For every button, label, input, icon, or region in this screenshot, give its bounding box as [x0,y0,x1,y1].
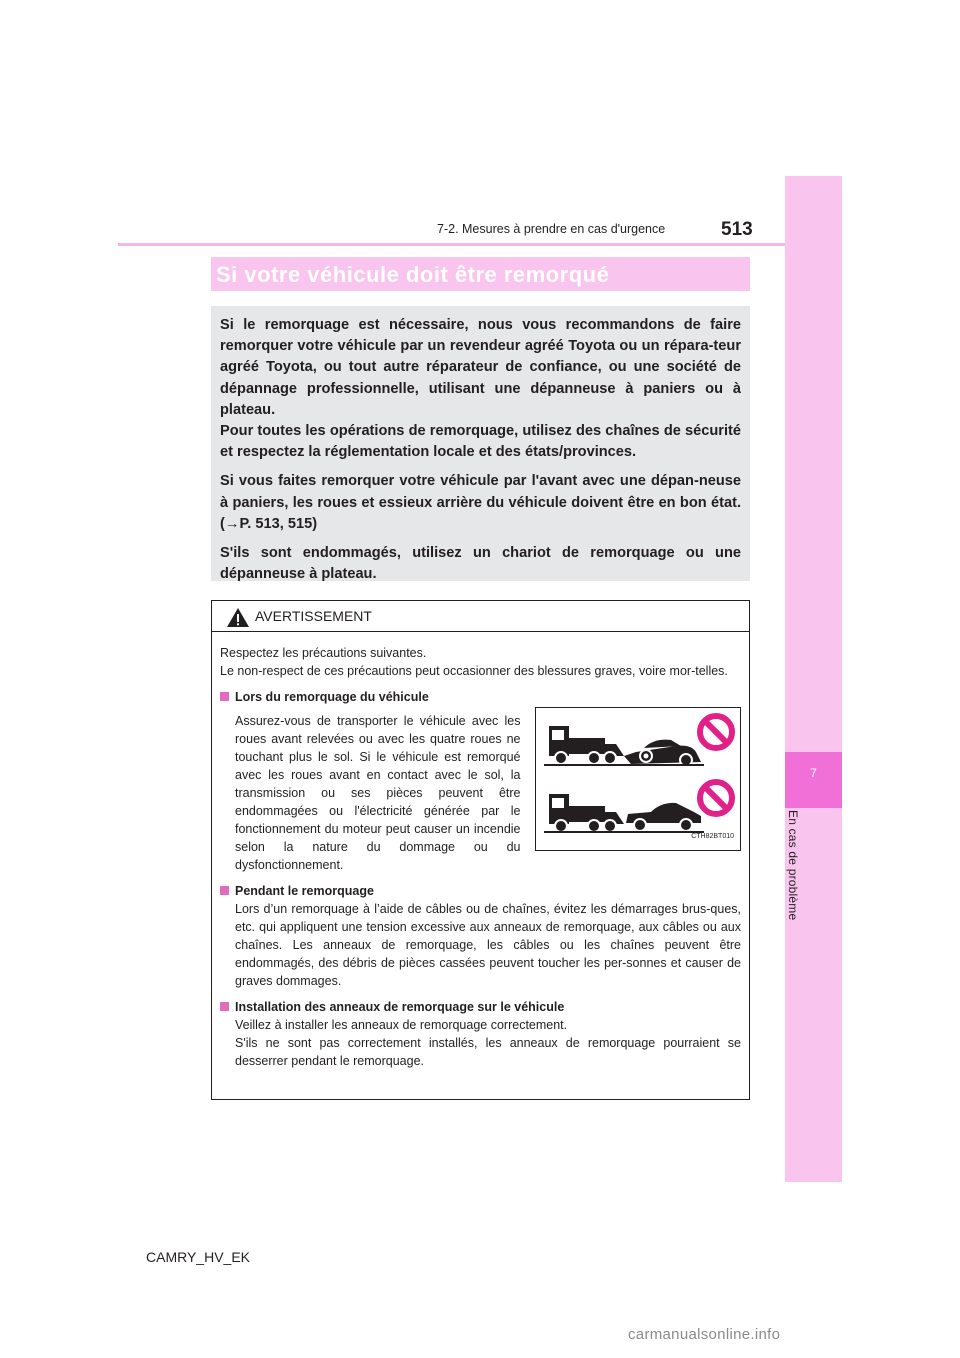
warning-label: AVERTISSEMENT [255,608,372,624]
subsection-body [220,900,741,990]
page-number: 513 [721,219,753,240]
eyelet-text-2: S'ils ne sont pas correctement installés, les anneaux de remorquage pourraient se desserrer pendant le remorquage. [235,1036,741,1068]
prohibited-icon-2 [700,782,732,814]
intro-paragraph-2: Si vous faites remorquer votre véhicule par l'avant avec une dépan-neuse à paniers, les roues et essieux arrière du véhicule doivent être en bon état. (→P. 513, 515) [220,473,741,532]
prohibited-icon [700,716,732,748]
intro-paragraph-3: S'ils sont endommagés, utilisez un chariot de remorquage ou une dépanneuse à plateau. [220,545,741,583]
towing-illustration [535,707,742,851]
warning-triangle-icon [226,607,250,628]
subsection-body [220,1016,741,1070]
towing-row [220,712,741,874]
warning-body [212,632,749,1070]
tow-truck-icon [544,726,704,766]
eyelet-text-1: Veillez à installer les anneaux de remorquage correctement. [235,1018,568,1032]
watermark[interactable]: carmanualsonline.info [628,1326,781,1343]
chapter-number: 7 [810,766,817,780]
warning-header [212,601,749,632]
chapter-title: En cas de problème [786,810,800,921]
warning-intro-line-2: Le non-respect de ces précautions peut occasionner des blessures graves, voire mor-telles. [220,664,728,678]
section-path: 7-2. Mesures à prendre en cas d'urgence [437,222,666,236]
during-towing-text: Lors d’un remorquage à l’aide de câbles ou de chaînes, évitez les démarrages brus-ques, etc. qui appliquent une tension excessive aux anneaux de remorquage, aux câbles ou aux chaînes. Les anneaux de remorquage, les câbles ou les chaînes peuvent être endommagés, des débris de pièces cassées peuvent toucher les per-sonnes et causer de graves dommages. [235,902,741,988]
warning-intro [220,644,741,680]
illustration-code: CTH82BT010 [691,833,734,840]
intro-box [211,306,750,581]
subsection-towing-eyelet [220,998,741,1016]
intro-paragraph [220,315,741,463]
subsection-during-towing [220,882,741,900]
subsection-title: Installation des anneaux de remorquage sur le véhicule [235,1000,565,1014]
chapter-tab-active[interactable] [785,752,842,808]
subsection-towing [220,688,741,706]
header-rule [118,243,785,246]
towing-text: Assurez-vous de transporter le véhicule avec les roues avant relevées ou avec les quatre roues ne touchant plus le sol. Si le véhicule est remorqué avec les roues avant en contact avec le sol, la transmission ou ses pièces peuvent être endommagées ou l'électricité générée par le fonctionnement du moteur peut causer un incendie selon la nature du dommage ou du dysfonctionnement. [235,714,521,872]
eyelet-text [235,1016,741,1070]
square-bullet-icon [220,1002,229,1011]
tow-truck-icon-2 [544,794,704,833]
intro-text-1: Si le remorquage est nécessaire, nous vous recommandons de faire remorquer votre véhicule par un revendeur agréé Toyota ou un répara-teur agréé Toyota, ou tout autre réparateur de confiance, ou une société de dépannage professionnelle, utilisant une dépanneuse à paniers ou à plateau. [220,317,741,418]
chapter-side-tab [785,176,842,1182]
warning-box [211,600,750,1100]
page-title: Si votre véhicule doit être remorqué [216,262,610,287]
intro-text-1b: Pour toutes les opérations de remorquage, utilisez des chaînes de sécurité et respectez la réglementation locale et des états/provinces. [220,423,741,461]
subsection-title: Lors du remorquage du véhicule [235,690,429,704]
document-code: CAMRY_HV_EK [146,1249,251,1265]
warning-intro-line-1: Respectez les précautions suivantes. [220,646,427,660]
subsection-title: Pendant le remorquage [235,884,374,898]
square-bullet-icon [220,886,229,895]
square-bullet-icon [220,692,229,701]
